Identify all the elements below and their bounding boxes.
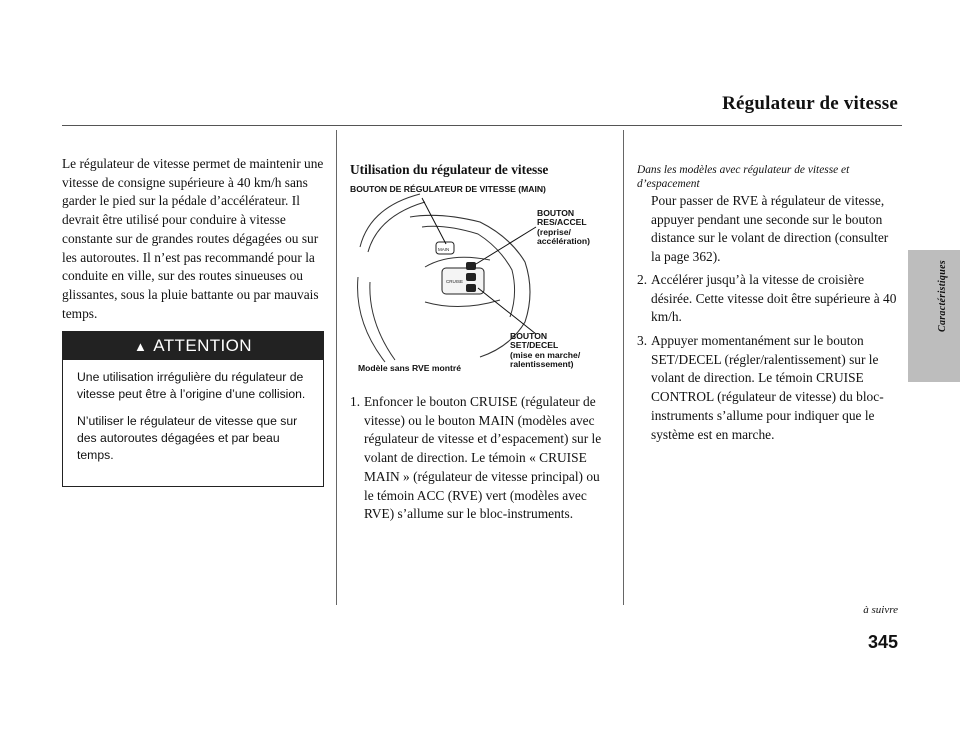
figure-button-cruise: CRUISE: [446, 279, 464, 284]
figure-label-main: BOUTON DE RÉGULATEUR DE VITESSE (MAIN): [350, 184, 546, 194]
warning-box: [62, 331, 324, 487]
list-item: [350, 393, 612, 524]
page-number: 345: [867, 632, 898, 652]
note-paragraph: Pour passer de RVE à régulateur de vitesse, appuyer pendant une seconde sur le bouton distance sur le volant de direction (consulter la page 362).: [651, 193, 889, 265]
figure-button-main: MAIN: [438, 247, 450, 252]
list-number: 2.: [637, 272, 648, 287]
model-note: Dans les modèles avec régulateur de vitesse et d’espacement: [637, 164, 850, 190]
figure-label-model: Modèle sans RVE montré: [358, 363, 461, 373]
warning-text: Une utilisation irrégulière du régulateur de vitesse peut être à l’origine d’une collision.: [77, 370, 306, 401]
page-title: Régulateur de vitesse: [722, 93, 898, 114]
warning-triangle-icon: ▲: [134, 338, 148, 354]
header-rule: [62, 125, 902, 126]
continued-note: à suivre: [863, 604, 898, 616]
section-heading: Utilisation du régulateur de vitesse: [350, 162, 549, 177]
section-tab-label: Caractéristiques: [937, 260, 948, 333]
list-item: [637, 271, 901, 327]
warning-title: ATTENTION: [153, 336, 252, 355]
list-text: Appuyer momentanément sur le bouton SET/DECEL (régler/ralentissement) sur le volant de direction. Le témoin CRUISE CONTROL (régulateur de vitesse) du bloc-instruments s’allume pour indiquer que le système est en marche.: [651, 333, 884, 442]
list-item: [637, 332, 901, 444]
column-divider: [623, 130, 624, 605]
list-text: Enfoncer le bouton CRUISE (régulateur de vitesse) ou le bouton MAIN (modèles avec régulateur de vitesse et d’espacement) sur le volant de direction. Le témoin « CRUISE MAIN » (régulateur de vitesse principal) ou le témoin ACC (RVE) vert (modèles avec RVE) s’allume sur le bloc-instruments.: [364, 394, 602, 522]
figure-label-res-accel: BOUTON RES/ACCEL (reprise/ accélération): [537, 208, 591, 247]
warning-header: [63, 332, 323, 360]
column-divider: [336, 130, 337, 605]
list-number: 3.: [637, 333, 648, 348]
list-number: 1.: [350, 394, 361, 409]
steering-wheel-figure: [350, 182, 612, 378]
figure-label-set-decel: BOUTON SET/DECEL (mise en marche/ ralentissement): [510, 331, 581, 370]
warning-text: N’utiliser le régulateur de vitesse que sur des autoroutes dégagées et par beau temps.: [77, 414, 298, 462]
section-tab: [908, 250, 960, 382]
intro-paragraph: Le régulateur de vitesse permet de maintenir une vitesse de consigne supérieure à 40 km/h sans garder le pied sur la pédale d’accélérateur. Il devrait être utilisé pour conduire à vitesse constante sur de grandes routes dégagées ou sur les autoroutes. Il n’est pas recommandé pour la conduite en ville, sur des routes sinueuses ou glissantes, sous la pluie battante ou par mauvais temps.: [62, 156, 324, 321]
list-text: Accélérer jusqu’à la vitesse de croisière désirée. Cette vitesse doit être supérieure à 40 km/h.: [651, 272, 897, 325]
